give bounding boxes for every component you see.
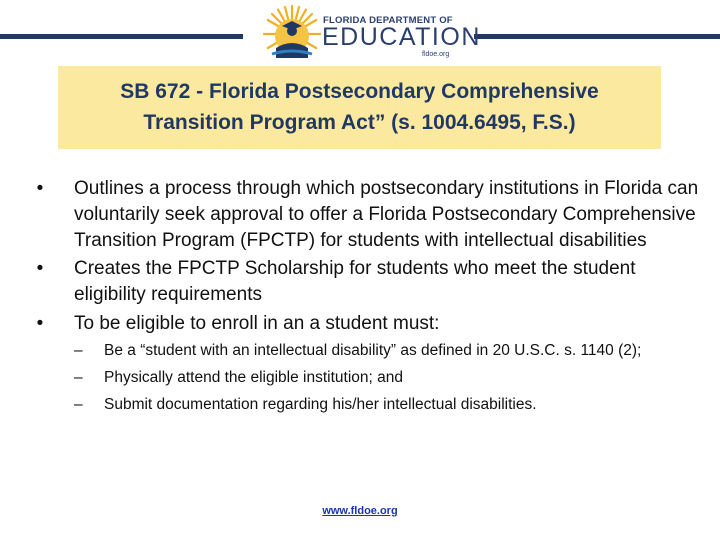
slide-title-line-1: SB 672 - Florida Postsecondary Comprehensive [120, 80, 599, 104]
sub-bullet-text: Be a “student with an intellectual disability” as defined in 20 U.S.C. s. 1140 (2); [104, 341, 642, 359]
sun-graduate-icon [262, 4, 322, 64]
bullet-dot-icon: • [36, 313, 44, 335]
footer-website-link[interactable]: www.fldoe.org [322, 505, 398, 517]
sub-bullet-text: Physically attend the eligible institution; and [104, 369, 403, 387]
bullet-list [30, 176, 700, 421]
sub-bullet-item [74, 367, 700, 388]
header-rule-left [0, 34, 243, 39]
sub-bullet-list [74, 340, 700, 415]
dash-icon: – [74, 341, 83, 359]
slide-title-line-2: Transition Program Act” (s. 1004.6495, F.S.) [143, 110, 576, 134]
fldoe-logo [262, 4, 481, 64]
logo-text-department: FLORIDA DEPARTMENT OF [323, 15, 453, 26]
sub-bullet-text: Submit documentation regarding his/her intellectual disabilities. [104, 396, 537, 414]
bullet-text: Outlines a process through which postsecondary institutions in Florida can voluntarily seek approval to offer a Florida Postsecondary Comprehensive Transition Program (FPCTP) for students with intellectual disabilities [74, 178, 699, 251]
logo-text-url: fldoe.org [422, 51, 450, 58]
slide-title-box [58, 66, 661, 149]
header-rule-right [474, 34, 720, 39]
bullet-item [30, 256, 700, 308]
dash-icon: – [74, 369, 83, 387]
bullet-text: Creates the FPCTP Scholarship for students who meet the student eligibility requirements [74, 258, 636, 306]
dash-icon: – [74, 396, 83, 414]
sub-bullet-item [74, 340, 700, 361]
logo-text-education: EDUCATION [322, 23, 481, 51]
bullet-item [30, 311, 700, 337]
sub-bullet-item [74, 394, 700, 415]
bullet-dot-icon: • [36, 178, 44, 199]
bullet-text: To be eligible to enroll in an a student must: [74, 313, 440, 335]
bullet-item [30, 176, 700, 253]
bullet-dot-icon: • [36, 258, 44, 280]
